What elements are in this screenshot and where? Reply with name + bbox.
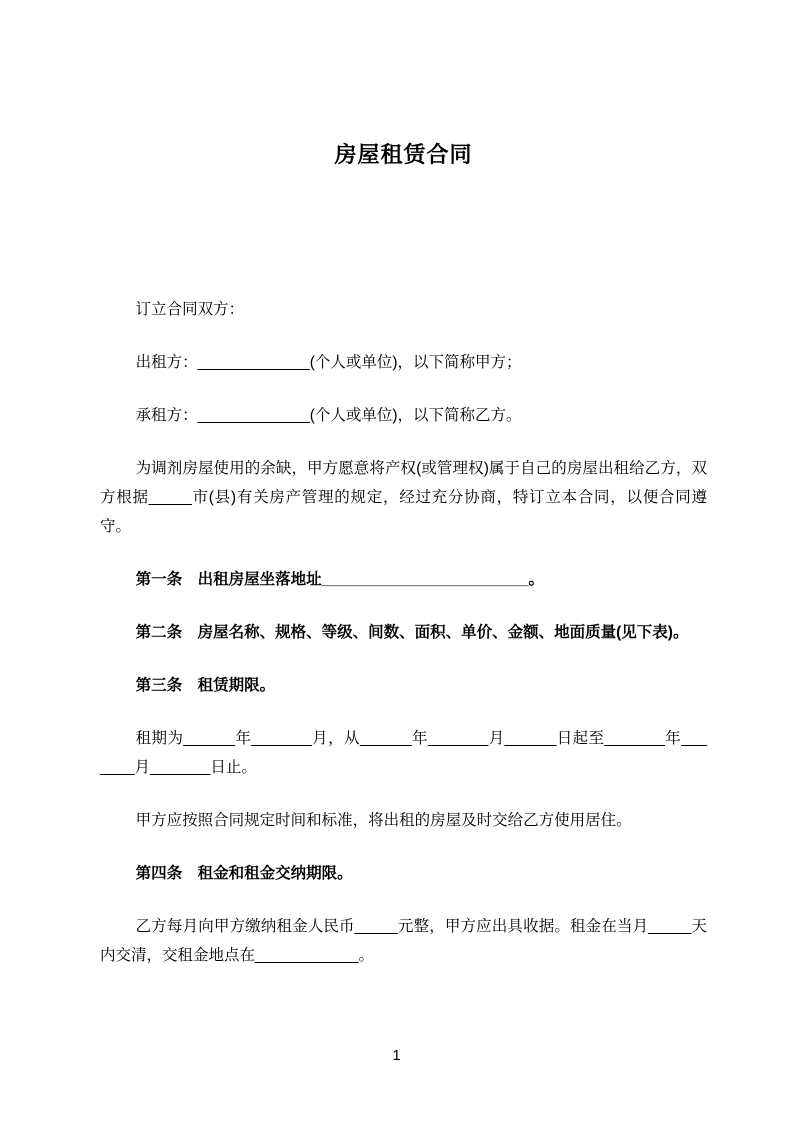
preamble-paragraph: 为调剂房屋使用的余缺，甲方愿意将产权(或管理权)属于自己的房屋出租给乙方，双方根据_____市(县)有关房产管理的规定，经过充分协商，特订立本合同，以便合同遵守。: [100, 460, 707, 535]
rent-payment-detail: 乙方每月向甲方缴纳租金人民币_____元整，甲方应出具收据。租金在当月_____天内交清，交租金地点在____________。: [100, 918, 707, 964]
page-number: 1: [392, 1047, 401, 1064]
article-1-address: 第一条 出租房屋坐落地址________________________。: [135, 571, 545, 588]
lease-term-detail: 租期为______年_______月，从______年_______月______日起至_______年_______月_______日止。: [100, 730, 707, 776]
article-4-rent-payment: 第四条 租金和租金交纳期限。: [135, 865, 353, 882]
document-title-text: 房屋租赁合同: [334, 142, 473, 167]
lessor-line: 出租方：_____________(个人或单位)，以下简称甲方；: [135, 354, 522, 371]
lessee-line: 承租方：_____________(个人或单位)，以下简称乙方。: [135, 407, 522, 424]
document-title: [100, 140, 707, 170]
article-3-lease-term: 第三条 租赁期限。: [135, 677, 276, 694]
handover-clause: 甲方应按照合同规定时间和标准，将出租的房屋及时交给乙方使用居住。: [135, 812, 632, 829]
article-2-house-specs: 第二条 房屋名称、规格、等级、间数、面积、单价、金额、地面质量(见下表)。: [135, 624, 689, 641]
parties-intro-line: 订立合同双方：: [135, 301, 245, 318]
